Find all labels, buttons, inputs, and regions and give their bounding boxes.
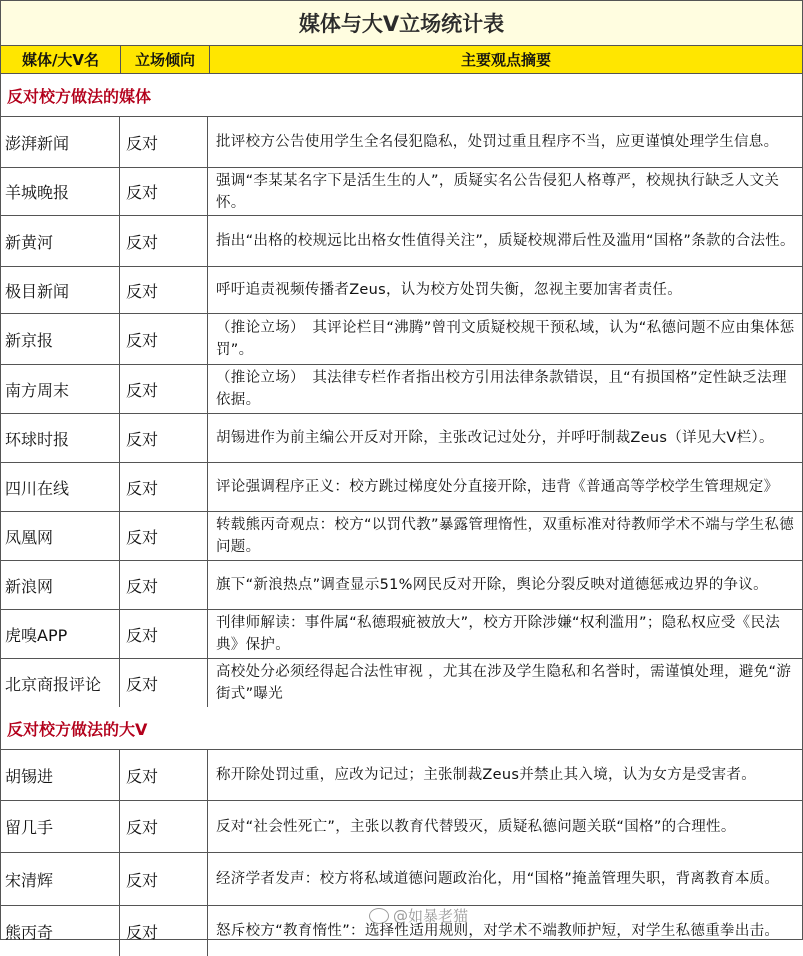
cell-summary: 转载熊丙奇观点：校方“以罚代教”暴露管理惰性，双重标准对待教师学术不端与学生私德问题。 <box>216 517 795 555</box>
cell-name: 新黄河 <box>1 216 120 266</box>
cell-stance: 反对 <box>120 314 208 364</box>
table-row <box>1 463 802 512</box>
table-row <box>1 512 802 561</box>
table-row <box>1 659 802 707</box>
table-row <box>1 216 802 267</box>
cell-summary: （推论立场） 其评论栏目“沸腾”曾刊文质疑校规干预私域，认为“私德问题不应由集体惩罚”。 <box>216 320 795 358</box>
header-row <box>1 46 802 74</box>
cell-stance: 反对 <box>120 463 208 511</box>
cell-stance: 反对 <box>120 561 208 609</box>
table-row <box>1 365 802 414</box>
table-row <box>1 801 802 853</box>
cell-stance: 反对 <box>120 659 208 707</box>
cell-name: 宋清辉 <box>1 853 120 905</box>
cell-stance: 反对 <box>120 365 208 413</box>
section-heading-media: 反对校方做法的媒体 <box>1 74 802 117</box>
cell-name: 新京报 <box>1 314 120 364</box>
cell-summary: 高校处分必须经得起合法性审视 ，尤其在涉及学生隐私和名誉时，需谨慎处理，避免“游街式”曝光 <box>216 664 792 702</box>
cell-name: 澎湃新闻 <box>1 117 120 167</box>
cell-stance: 反对 <box>120 853 208 905</box>
table-row <box>1 117 802 168</box>
cell-summary: （推论立场） 其法律专栏作者指出校方引用法律条款错误，且“有损国格”定性缺乏法理依据。 <box>216 370 787 408</box>
watermark <box>369 905 468 926</box>
cell-summary: 指出“出格的校规远比出格女性值得关注”，质疑校规滞后性及滥用“国格”条款的合法性。 <box>216 233 795 249</box>
watermark-text: @如暴老猫 <box>393 907 469 925</box>
cell-summary: 经济学者发声：校方将私域道德问题政治化，用“国格”掩盖管理失职，背离教育本质。 <box>216 871 780 887</box>
cell-stance: 反对 <box>120 610 208 658</box>
cell-summary: 批评校方公告使用学生全名侵犯隐私，处罚过重且程序不当，应更谨慎处理学生信息。 <box>216 134 779 150</box>
cell-name: 熊丙奇 <box>1 906 120 956</box>
cell-summary: 称开除处罚过重，应改为记过；主张制裁Zeus并禁止其入境，认为女方是受害者。 <box>216 767 756 783</box>
cell-stance: 反对 <box>120 750 208 800</box>
cell-summary: 强调“李某某名字下是活生生的人”，质疑实名公告侵犯人格尊严，校规执行缺乏人文关怀。 <box>216 172 780 211</box>
cell-summary: 胡锡进作为前主编公开反对开除，主张改记过处分，并呼吁制裁Zeus（详见大V栏）。 <box>216 430 774 446</box>
cell-summary: 旗下“新浪热点”调查显示51%网民反对开除，舆论分裂反映对道德惩戒边界的争议。 <box>216 577 768 593</box>
cell-summary: 刊律师解读：事件属“私德瑕疵被放大”，校方开除涉嫌“权利滥用”；隐私权应受《民法典》保护。 <box>216 615 781 653</box>
header-summary: 主要观点摘要 <box>460 51 551 69</box>
cell-name: 四川在线 <box>1 463 120 511</box>
table-row <box>1 414 802 463</box>
cell-summary: 反对“社会性死亡”，主张以教育代替毁灭，质疑私德问题关联“国格”的合理性。 <box>216 818 736 835</box>
table-title: 媒体与大V立场统计表 <box>1 1 802 46</box>
cell-stance: 反对 <box>120 414 208 462</box>
cell-stance: 反对 <box>120 267 208 313</box>
cell-stance: 反对 <box>120 906 208 956</box>
table-row <box>1 314 802 365</box>
cell-stance: 反对 <box>120 168 208 215</box>
table-row <box>1 267 802 314</box>
cell-stance: 反对 <box>120 216 208 266</box>
weibo-icon <box>369 908 389 924</box>
cell-name: 南方周末 <box>1 365 120 413</box>
cell-summary: 呼吁追责视频传播者Zeus，认为校方处罚失衡，忽视主要加害者责任。 <box>216 282 682 298</box>
cell-summary: 怒斥校方“教育惰性”：选择性适用规则，对学术不端教师护短，对学生私德重拳出击。 <box>216 923 780 939</box>
header-name: 媒体/大V名 <box>1 46 121 73</box>
cell-name: 胡锡进 <box>1 750 120 800</box>
table-row <box>1 168 802 216</box>
table-row <box>1 610 802 659</box>
cell-name: 羊城晚报 <box>1 168 120 215</box>
table-row <box>1 561 802 610</box>
header-stance: 立场倾向 <box>121 46 210 73</box>
cell-name: 虎嗅APP <box>1 610 120 658</box>
cell-name: 北京商报评论 <box>1 659 120 707</box>
cell-name: 凤凰网 <box>1 512 120 560</box>
cell-stance: 反对 <box>120 512 208 560</box>
cell-summary: 评论强调程序正义：校方跳过梯度处分直接开除，违背《普通高等学校学生管理规定》 <box>216 479 779 495</box>
cell-name: 环球时报 <box>1 414 120 462</box>
cell-name: 留几手 <box>1 801 120 852</box>
section-rows-media <box>1 117 802 707</box>
section-heading-influencers: 反对校方做法的大V <box>1 707 802 750</box>
table-row <box>1 853 802 906</box>
table-row <box>1 750 802 801</box>
cell-stance: 反对 <box>120 117 208 167</box>
cell-name: 新浪网 <box>1 561 120 609</box>
cell-stance: 反对 <box>120 801 208 852</box>
cell-name: 极目新闻 <box>1 267 120 313</box>
